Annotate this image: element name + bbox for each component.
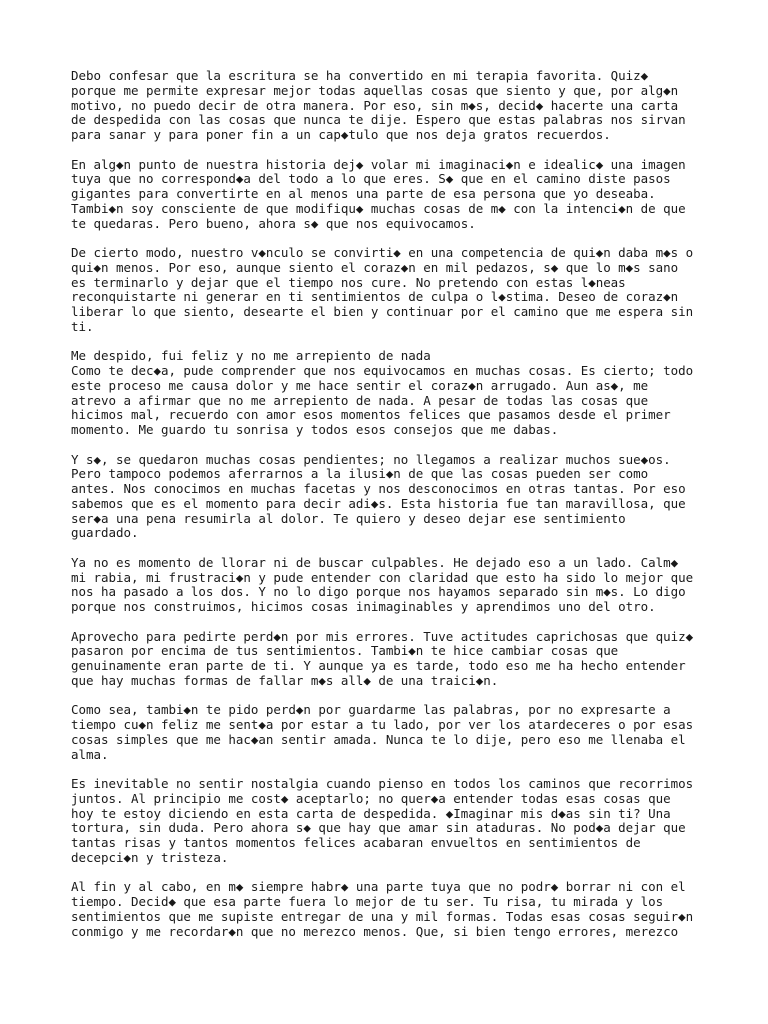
text-line: motivo, no puedo decir de otra manera. Por eso, sin m◆s, decid◆ hacerte una carta [71,97,679,113]
paragraph [71,777,701,866]
text-line: Y s◆, se quedaron muchas cosas pendientes; no llegamos a realizar muchos sue◆os. [71,451,671,467]
letter-body [71,69,701,954]
text-line: mi rabia, mi frustraci◆n y pude entender con claridad que esto ha sido lo mejor que [71,569,694,585]
text-line: ser◆a una pena resumirla al dolor. Te quiero y deseo dejar ese sentimiento [71,510,626,526]
text-line: que hay muchas formas de fallar m◆s all◆ de una traici◆n. [71,672,499,688]
paragraph [71,703,701,762]
text-line: nos ha pasado a los dos. Y no lo digo porque nos hayamos separado sin m◆s. Lo digo [71,584,686,600]
text-line: Como te dec◆a, pude comprender que nos equivocamos en muchas cosas. Es cierto; todo [71,363,694,378]
text-line: De cierto modo, nuestro v◆nculo se convirti◆ en una competencia de qui◆n daba m◆s o [71,245,694,260]
paragraph [71,880,701,939]
paragraph [71,246,701,335]
text-line: genuinamente eran parte de ti. Y aunque ya es tarde, todo eso me ha hecho entender [71,658,686,673]
text-line: ti. [71,318,94,334]
text-line: atrevo a afirmar que no me arrepiento de nada. A pesar de todas las cosas que [71,392,649,408]
text-line: qui◆n menos. Por eso, aunque siento el coraz◆n en mil pedazos, s◆ que lo m◆s sano [71,259,679,275]
text-line: hicimos mal, recuerdo con amor esos momentos felices que pasamos desde el primer [71,407,671,423]
text-line: hoy te estoy diciendo en esta carta de despedida. ◆Imaginar mis d◆as sin ti? Una [71,805,671,821]
text-line: Es inevitable no sentir nostalgia cuando pienso en todos los caminos que recorrimos [71,776,694,791]
text-line: Debo confesar que la escritura se ha convertido en mi terapia favorita. Quiz◆ [71,68,649,83]
text-line: tiempo cu◆n feliz me sent◆a por estar a tu lado, por ver los atardeceres o por esas [71,717,694,732]
text-line: este proceso me causa dolor y me hace sentir el coraz◆n arrugado. Aun as◆, me [71,377,649,393]
text-line: porque me permite expresar mejor todas aquellas cosas que siento y que, por alg◆n [71,82,679,98]
text-line: para sanar y para poner fin a un cap◆tulo que nos deja gratos recuerdos. [71,127,611,142]
text-line: cosas simples que me hac◆an sentir amada. Nunca te lo dije, pero eso me llenaba el [71,731,686,747]
text-line: decepci◆n y tristeza. [71,849,229,865]
paragraph [71,556,701,615]
text-line: guardado. [71,525,139,541]
paragraph [71,453,701,542]
text-line: liberar lo que siento, desearte el bien y continuar por el camino que me espera sin [71,304,694,319]
text-line: sentimientos que me supiste entregar de una y mil formas. Todas esas cosas seguir◆n [71,908,694,924]
text-line: tiempo. Decid◆ que esa parte fuera lo mejor de tu ser. Tu risa, tu mirada y los [71,894,664,909]
text-line: antes. Nos conocimos en muchas facetas y nos desconocimos en otras tantas. Por eso [71,481,686,496]
text-line: es terminarlo y dejar que el tiempo nos cure. No pretendo con estas l◆neas [71,274,626,290]
text-line: tortura, sin duda. Pero ahora s◆ que hay que amar sin ataduras. No pod◆a dejar que [71,820,686,836]
text-line: Aprovecho para pedirte perd◆n por mis errores. Tuve actitudes caprichosas que quiz◆ [71,628,694,644]
paragraph [71,630,701,689]
text-line: reconquistarte ni generar en ti sentimientos de culpa o l◆stima. Deseo de coraz◆n [71,289,679,305]
text-line: sabemos que es el momento para decir adi◆s. Esta historia fue tan maravillosa, que [71,495,686,511]
text-line: Pero tampoco podemos aferrarnos a la ilusi◆n de que las cosas pueden ser como [71,466,649,482]
text-line: tuya que no correspond◆a del todo a lo que eres. S◆ que en el camino diste pasos [71,171,671,187]
text-line: gigantes para convertirte en al menos una parte de esa persona que yo deseaba. [71,186,656,201]
text-line: tantas risas y tantos momentos felices acabaran envueltos en sentimientos de [71,835,641,850]
text-line: alma. [71,746,109,762]
text-line: porque nos construimos, hicimos cosas inimaginables y aprendimos uno del otro. [71,599,656,614]
text-line: conmigo y me recordar◆n que no merezco menos. Que, si bien tengo errores, merezco [71,923,679,939]
text-line: juntos. Al principio me cost◆ aceptarlo; no quer◆a entender todas esas cosas que [71,790,671,806]
text-line: de despedida con las cosas que nunca te dije. Espero que estas palabras nos sirvan [71,112,686,128]
text-line: te quedaras. Pero bueno, ahora s◆ que nos equivocamos. [71,215,476,231]
paragraph [71,69,701,143]
paragraph [71,158,701,232]
text-line: Al fin y al cabo, en m◆ siempre habr◆ una parte tuya que no podr◆ borrar ni con el [71,879,686,895]
paragraph [71,349,701,438]
text-line: momento. Me guardo tu sonrisa y todos esos consejos que me dabas. [71,422,559,437]
text-line: En alg◆n punto de nuestra historia dej◆ volar mi imaginaci◆n e idealic◆ una imagen [71,156,686,172]
text-line: Ya no es momento de llorar ni de buscar culpables. He dejado eso a un lado. Calm◆ [71,554,679,570]
text-line: Como sea, tambi◆n te pido perd◆n por guardarme las palabras, por no expresarte a [71,702,671,718]
text-line: Tambi◆n soy consciente de que modifiqu◆ muchas cosas de m◆ con la intenci◆n de que [71,200,686,216]
text-line: Me despido, fui feliz y no me arrepiento de nada [71,348,431,364]
text-line: pasaron por encima de tus sentimientos. Tambi◆n te hice cambiar cosas que [71,643,619,659]
